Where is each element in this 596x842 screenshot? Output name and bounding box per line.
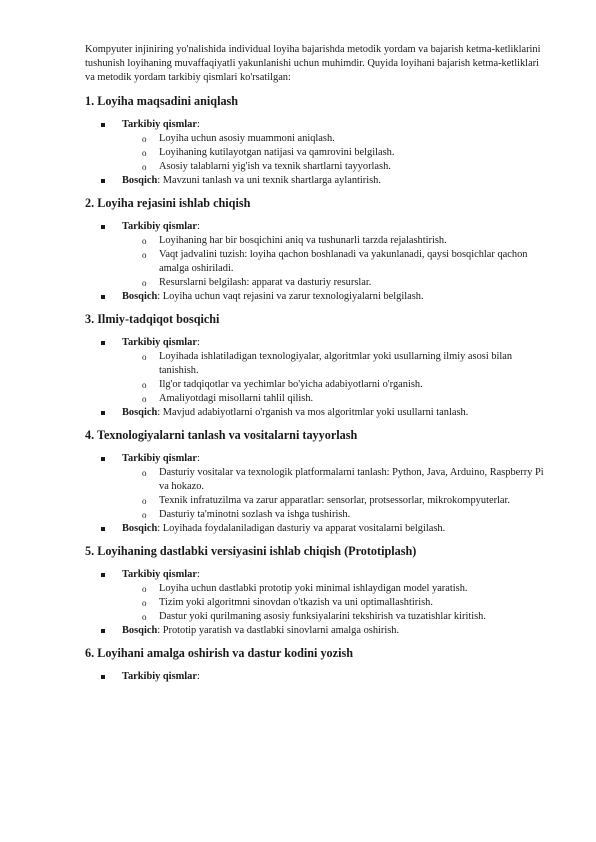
sub-item (85, 234, 545, 248)
colon: : (196, 220, 200, 232)
bullet-icon (101, 179, 105, 183)
sub-item-text: Dastur yoki qurilmaning asosiy funksiyalarini tekshirish va tuzatishlar kiritish. (159, 610, 486, 622)
circle-bullet-icon: o (142, 161, 147, 172)
sub-item (85, 132, 545, 146)
sub-item-text: Texnik infratuzilma va zarur apparatlar: sensorlar, protsessorlar, mikrokompyuterlar. (159, 494, 511, 506)
circle-bullet-icon: o (142, 495, 147, 506)
sub-item (85, 276, 545, 290)
sub-item-text: Loyihada ishlatiladigan texnologiyalar, algoritmlar yoki usullarning ilmiy asosi bilan tanishish. (159, 350, 513, 376)
colon: : (157, 522, 163, 534)
bullet-icon (101, 629, 105, 633)
sub-item-text: Amaliyotdagi misollarni tahlil qilish. (159, 392, 314, 404)
sub-item (85, 582, 545, 596)
section-content (85, 452, 545, 536)
sub-item-text: Loyiha uchun dastlabki prototip yoki minimal ishlaydigan model yaratish. (159, 582, 468, 594)
bullet-icon (101, 457, 105, 461)
section-title: 1. Loyiha maqsadini aniqlash (85, 93, 239, 108)
parts-bullet (85, 568, 545, 582)
colon: : (196, 118, 200, 130)
intro-paragraph: Kompyuter injiniring yo'nalishida individual loyiha bajarishda metodik yordam va bajarish ketma-ketliklarini tushunish loyihaning muvaffaqiyatli yakunlanishi uchun muhimdir. Quyida loyihani bajarish ketma-ketliklari va metodik yordam tarkibiy qismlari ko'rsatilgan: (85, 44, 541, 84)
stage-text: Mavzuni tanlash va uni texnik shartlarga aylantirish. (162, 174, 381, 186)
bullet-icon (101, 123, 105, 127)
circle-bullet-icon: o (142, 249, 147, 260)
parts-bullet (85, 220, 545, 234)
stage-label: Bosqich (122, 522, 158, 534)
colon: : (196, 452, 200, 464)
stage-label: Bosqich (122, 290, 158, 302)
circle-bullet-icon: o (142, 597, 147, 608)
section-title: 3. Ilmiy-tadqiqot bosqichi (85, 311, 220, 326)
circle-bullet-icon: o (142, 235, 147, 246)
parts-bullet (85, 670, 545, 684)
section-content (85, 336, 545, 420)
sub-item (85, 610, 545, 624)
circle-bullet-icon: o (142, 509, 147, 520)
section-5 (85, 544, 545, 638)
sub-item-text: Loyihaning har bir bosqichini aniq va tushunarli tarzda rejalashtirish. (159, 234, 447, 246)
circle-bullet-icon: o (142, 133, 147, 144)
colon: : (196, 336, 200, 348)
colon: : (196, 670, 200, 682)
sub-item (85, 350, 545, 378)
parts-bullet (85, 336, 545, 350)
circle-bullet-icon: o (142, 467, 147, 478)
section-6 (85, 646, 545, 684)
parts-label: Tarkibiy qismlar (122, 670, 197, 682)
sub-item (85, 146, 545, 160)
sub-item (85, 494, 545, 508)
bullet-icon (101, 573, 105, 577)
sub-item (85, 248, 545, 276)
colon: : (157, 406, 163, 418)
bullet-icon (101, 411, 105, 415)
stage-bullet (85, 624, 545, 638)
section-content (85, 568, 545, 638)
section-4 (85, 428, 545, 536)
circle-bullet-icon: o (142, 393, 147, 404)
sub-item (85, 466, 545, 494)
bullet-icon (101, 527, 105, 531)
section-content (85, 670, 545, 684)
sub-item-text: Loyiha uchun asosiy muammoni aniqlash. (159, 132, 335, 144)
sub-item-text: Resurslarni belgilash: apparat va dasturiy resurslar. (159, 276, 372, 288)
section-1 (85, 94, 545, 188)
sub-item (85, 160, 545, 174)
stage-label: Bosqich (122, 624, 158, 636)
sub-item-text: Loyihaning kutilayotgan natijasi va qamrovini belgilash. (159, 146, 395, 158)
bullet-icon (101, 295, 105, 299)
parts-label: Tarkibiy qismlar (122, 118, 197, 130)
circle-bullet-icon: o (142, 277, 147, 288)
bullet-icon (101, 675, 105, 679)
sub-item-text: Asosiy talablarni yig'ish va texnik shartlarni tayyorlash. (159, 160, 391, 172)
stage-text: Loyihada foydalaniladigan dasturiy va apparat vositalarni belgilash. (162, 522, 446, 534)
section-title: 2. Loyiha rejasini ishlab chiqish (85, 195, 251, 210)
stage-bullet (85, 522, 545, 536)
stage-text: Loyiha uchun vaqt rejasini va zarur texnologiyalarni belgilash. (162, 290, 424, 302)
stage-text: Mavjud adabiyotlarni o'rganish va mos algoritmlar yoki usullarni tanlash. (162, 406, 469, 418)
stage-bullet (85, 174, 545, 188)
sub-item-text: Dasturiy ta'minotni sozlash va ishga tushirish. (159, 508, 351, 520)
circle-bullet-icon: o (142, 611, 147, 622)
sub-item-text: Ilg'or tadqiqotlar va yechimlar bo'yicha adabiyotlarni o'rganish. (159, 378, 423, 390)
circle-bullet-icon: o (142, 379, 147, 390)
document-page (85, 43, 545, 692)
colon: : (157, 174, 163, 186)
section-title: 6. Loyihani amalga oshirish va dastur kodini yozish (85, 645, 353, 660)
bullet-icon (101, 341, 105, 345)
section-2 (85, 196, 545, 304)
parts-label: Tarkibiy qismlar (122, 452, 197, 464)
parts-label: Tarkibiy qismlar (122, 568, 197, 580)
colon: : (196, 568, 200, 580)
stage-label: Bosqich (122, 406, 158, 418)
section-title: 4. Texnologiyalarni tanlash va vositalarni tayyorlash (85, 427, 358, 442)
circle-bullet-icon: o (142, 351, 147, 362)
circle-bullet-icon: o (142, 583, 147, 594)
stage-label: Bosqich (122, 174, 158, 186)
sub-item-text: Dasturiy vositalar va texnologik platformalarni tanlash: Python, Java, Arduino, Raspberry Pi va hokazo. (159, 466, 544, 492)
sub-item-text: Vaqt jadvalini tuzish: loyiha qachon boshlanadi va yakunlanadi, qaysi bosqichlar qachon amalga oshiriladi. (159, 248, 528, 274)
stage-bullet (85, 290, 545, 304)
colon: : (157, 290, 163, 302)
sub-item (85, 596, 545, 610)
bullet-icon (101, 225, 105, 229)
colon: : (157, 624, 163, 636)
parts-bullet (85, 452, 545, 466)
parts-bullet (85, 118, 545, 132)
parts-label: Tarkibiy qismlar (122, 220, 197, 232)
stage-text: Prototip yaratish va dastlabki sinovlarni amalga oshirish. (162, 624, 400, 636)
sections-container (85, 94, 545, 684)
section-content (85, 220, 545, 304)
section-content (85, 118, 545, 188)
circle-bullet-icon: o (142, 147, 147, 158)
section-3 (85, 312, 545, 420)
stage-bullet (85, 406, 545, 420)
sub-item (85, 392, 545, 406)
sub-item (85, 378, 545, 392)
section-title: 5. Loyihaning dastlabki versiyasini ishlab chiqish (Prototiplash) (85, 543, 417, 558)
sub-item-text: Tizim yoki algoritmni sinovdan o'tkazish va uni optimallashtirish. (159, 596, 433, 608)
sub-item (85, 508, 545, 522)
parts-label: Tarkibiy qismlar (122, 336, 197, 348)
